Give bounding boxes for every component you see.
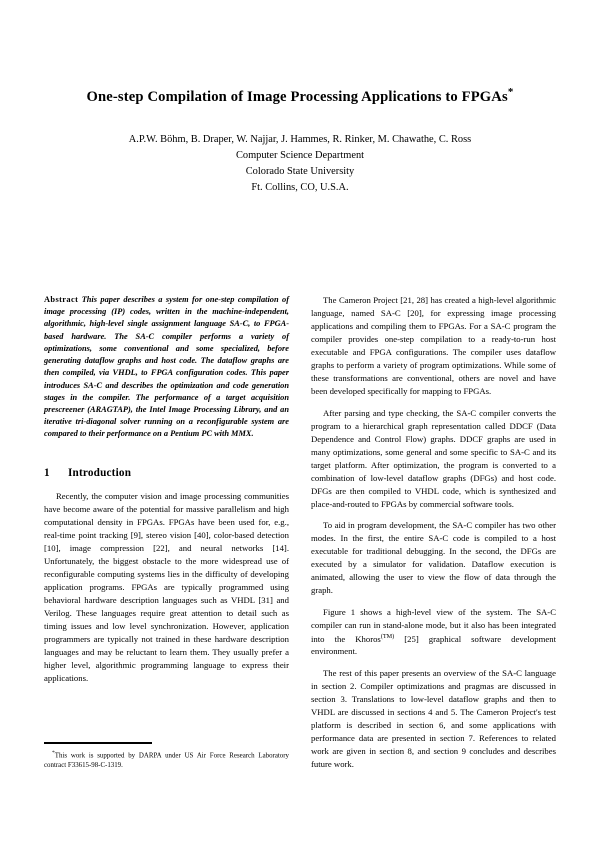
title-block xyxy=(0,86,600,197)
affiliation-department: Computer Science Department xyxy=(235,150,365,162)
abstract-label: Abstract xyxy=(44,295,79,304)
paragraph-khoros xyxy=(311,606,556,659)
paragraph-compiler-modes: To aid in program development, the SA-C compiler has two other modes. In the first, the entire SA-C code is compiled to a host executable for traditional debugging. In the second, the DFGs are executed by a simulator for validation. Dataflow execution is animated, allowing the user to view the flow of data through the graph. xyxy=(311,520,556,595)
khoros-text-before: Figure 1 shows a high-level view of the system. The SA-C compiler can run in stand-alone mode, but it also has been integrated into the Khoros xyxy=(311,606,556,644)
footnote-body: This work is supported by DARPA under US Air Force Research Laboratory contract F33615-98-C-1319. xyxy=(44,751,289,769)
footnote-text xyxy=(44,749,289,771)
abstract-text: This paper describes a system for one-step compilation of image processing (IP) codes, written in the machine-independent, algorithmic, high-level single assignment language SA-C, to FPGA-based hardware. The SA-C compiler performs a variety of optimizations, some conventional and some specialized, before generating dataflow graphs and host code. The dataflow graphs are then compiled, via VHDL, to FPGA configuration codes. This paper introduces SA-C and describes the optimization and code generation stages in the compiler. The performance of a target acquisition prescreener (ARAGTAP), the Intel Image Processing Library, and an iterative tri-diagonal solver running on a reconfigurable system are compared to their performance on a Pentium PC with MMX. xyxy=(44,295,289,439)
body-columns xyxy=(44,294,556,771)
trademark-superscript: (TM) xyxy=(380,632,395,640)
paper-page xyxy=(0,86,600,862)
paragraph-ddcf-graphs: After parsing and type checking, the SA-C compiler converts the program to a hierarchical graph representation called DDCF (Data Dependence and Control Flow) graphs. DDCF graphs are used in many optimizations, some general and some specific to SA-C and its target platform. After optimization, the program is converted to a combination of low-level dataflow graphs (DFGs) and host code. DFGs are then compiled to VHDL code, which is synthesized and place-and-routed to FPGAs by commercial software tools. xyxy=(311,407,556,509)
footnote-rule xyxy=(44,742,152,743)
affiliation-institution: Colorado State University xyxy=(245,166,355,178)
footnote xyxy=(44,742,289,771)
page-title xyxy=(44,86,556,106)
paper-title-text: One-step Compilation of Image Processing Applications to FPGAs xyxy=(86,88,508,105)
khoros-text-after: [25] graphical software development environment. xyxy=(311,633,556,657)
paragraph-intro-1: Recently, the computer vision and image processing communities have become aware of the potential for massive parallelism and high computational density in FPGAs. FPGAs have been used for, e.g., real-time point tracking [9], stereo vision [40], color-based detection [10], image compression [22], and neural networks [14]. Unfortunately, the biggest obstacle to the more widespread use of reconfigurable computing systems lies in the difficulty of developing application programs. FPGAs are typically programmed using behavioral hardware description languages such as VHDL [31] and Verilog. These languages require great attention to detail such as timing issues and low level synchronization. However, application programmers are typically not trained in these hardware description languages and may be reluctant to learn them. They usually prefer a higher level, algorithmic programming language to express their applications. xyxy=(44,490,289,683)
abstract xyxy=(44,294,289,441)
author-list: A.P.W. Böhm, B. Draper, W. Najjar, J. Hammes, R. Rinker, M. Chawathe, C. Ross xyxy=(128,134,472,146)
section-heading-introduction xyxy=(44,467,289,479)
paragraph-cameron-project: The Cameron Project [21, 28] has created a high-level algorithmic language, named SA-C [20], for expressing image processing applications and compiling them to FPGAs. For a SA-C program the compiler provides one-step compilation to a ready-to-run host executable and FPGA configurations. The compiler uses dataflow graphs to perform a variety of program optimizations. While some of these transformations are conventional, others are novel and have been developed specifically for mapping to FPGAs. xyxy=(311,295,556,396)
affiliation-location: Ft. Collins, CO, U.S.A. xyxy=(251,182,349,194)
title-footnote-marker: * xyxy=(507,86,514,98)
paragraph-paper-outline: The rest of this paper presents an overview of the SA-C language in section 2. Compiler optimizations and pragmas are discussed in section 3. Translations to low-level dataflow graphs and then to VHDL are discussed in sections 4 and 5. The Cameron Project's test platform is described in section 6, and some applications with performance data are presented in section 7. References to related work are given in section 8, and section 9 concludes and describes future work. xyxy=(311,667,556,769)
section-number: 1 xyxy=(44,466,50,479)
section-title: Introduction xyxy=(68,466,132,479)
footnote-marker: * xyxy=(52,749,55,756)
left-column xyxy=(44,294,289,771)
right-column xyxy=(311,294,556,771)
